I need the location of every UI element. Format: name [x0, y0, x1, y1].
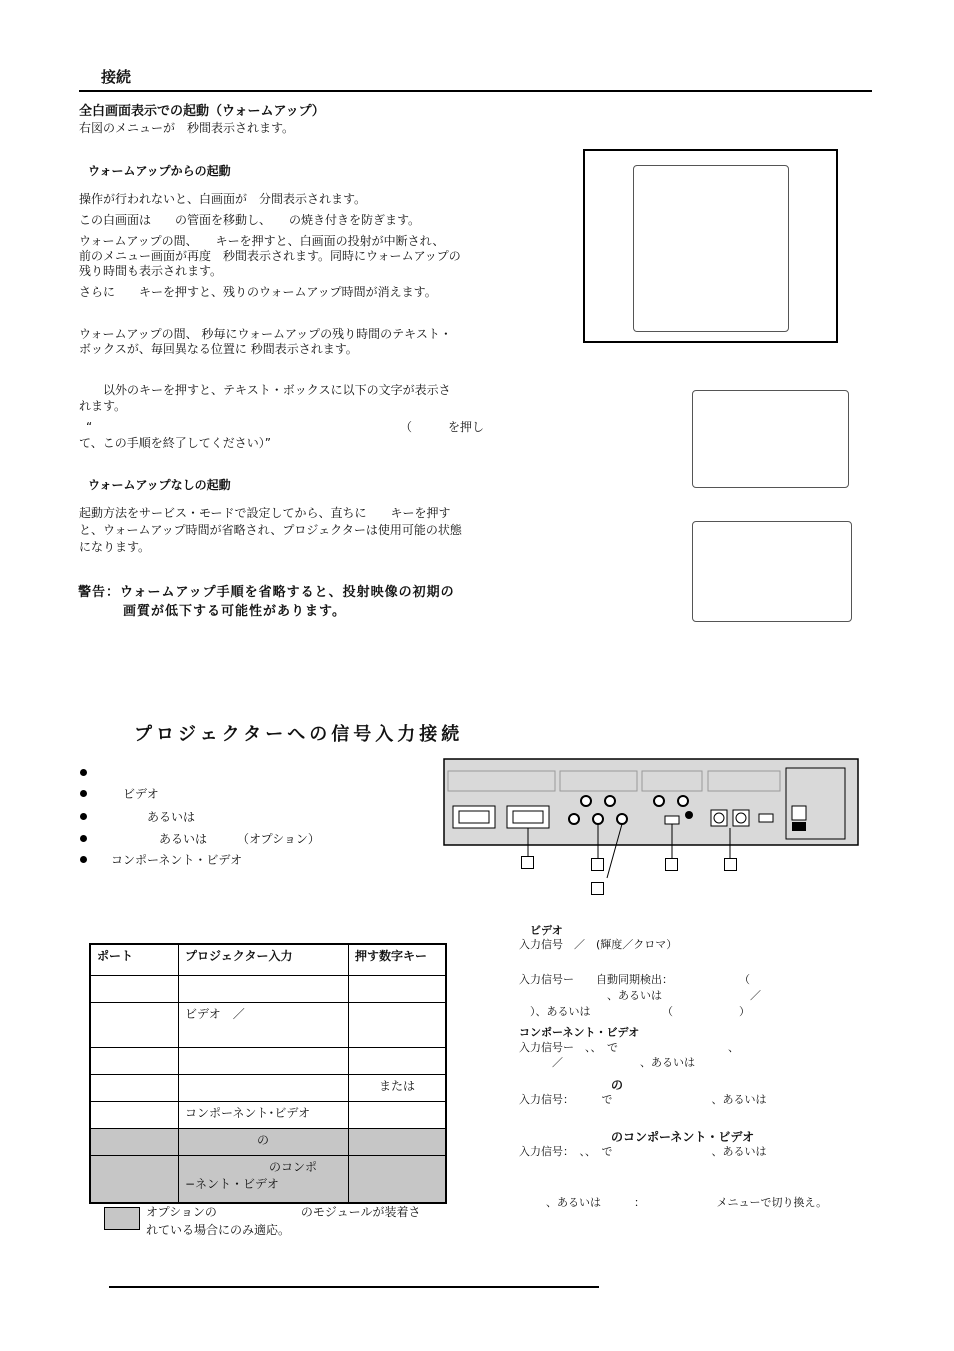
table-cell-key — [349, 1129, 447, 1156]
table-cell-port — [90, 1048, 179, 1075]
table-cell-port — [90, 1129, 179, 1156]
connector-panel-diagram — [443, 758, 859, 903]
table-cell-key — [349, 976, 447, 1003]
footer-rule — [109, 1286, 599, 1288]
rgb-line1: 入力信号ー 自動同期検出： （ — [519, 973, 750, 986]
bullet-dot — [80, 835, 87, 842]
message-textbox-figure — [692, 521, 852, 622]
table-cell-key — [349, 1102, 447, 1129]
option2-line1: 入力信号： 、、 で 、あるいは — [519, 1145, 767, 1158]
option1-line1: 入力信号： で 、あるいは — [519, 1093, 767, 1106]
option1-heading: の — [611, 1078, 624, 1092]
table-row — [90, 1048, 446, 1075]
table-cell-input: コンポーネント･ビデオ — [179, 1102, 349, 1129]
video-line1: 入力信号 ／ (輝度／クロマ） — [519, 938, 678, 951]
table-row — [90, 1102, 446, 1129]
bullet-dot — [80, 813, 87, 820]
legend-line1: オプションの のモジュールが装着さ — [146, 1205, 421, 1219]
warning-line2: 画質が低下する可能性があります。 — [123, 604, 346, 619]
warmup-heading: 全白画面表示での起動（ウォームアップ） — [79, 104, 325, 119]
switch-note: 、あるいは ： メニューで切り換え。 — [546, 1196, 828, 1209]
table-cell-key: または — [349, 1075, 447, 1102]
bullet-item-2: ビデオ — [111, 787, 159, 801]
bullet-item-4: あるいは （オプション） — [111, 832, 320, 846]
table-cell-port — [90, 1156, 179, 1204]
warmup-p6-line2: れます。 — [79, 399, 127, 413]
table-row — [90, 1075, 446, 1102]
section-title: 接続 — [101, 68, 132, 86]
warmup-p7-line2: と、ウォームアップ時間が省略され、プロジェクターは使用可能の状態 — [79, 523, 462, 537]
table-cell-input — [179, 1048, 349, 1075]
warmup-p6-quote-open: “ — [86, 420, 93, 434]
table-row — [90, 1156, 446, 1204]
table-cell-port — [90, 1102, 179, 1129]
warmup-p6-line4: て、この手順を終了してください）” — [79, 436, 271, 450]
table-cell-key — [349, 1048, 447, 1075]
component-heading: コンポーネント・ビデオ — [519, 1026, 640, 1039]
rgb-line3: ）、あるいは （ ） — [519, 1005, 750, 1018]
bullet-dot — [80, 790, 87, 797]
legend-gray-swatch — [104, 1207, 140, 1230]
warmup-p3-line2: 前のメニュー画面が再度 秒間表示されます。同時にウォームアップの — [79, 249, 461, 263]
video-heading: ビデオ — [530, 924, 563, 937]
warmup-none-heading: ウォームアップなしの起動 — [88, 478, 231, 492]
warmup-p2: この白画面は の管面を移動し、 の焼き付きを防ぎます。 — [79, 213, 421, 227]
warmup-p5-line2: ボックスが、毎回異なる位置に 秒間表示されます。 — [79, 342, 358, 356]
table-cell-input: ビデオ ／ — [179, 1003, 349, 1048]
table-header-input: プロジェクター入力 — [179, 944, 349, 976]
callout-box-5 — [591, 882, 604, 895]
header-rule — [79, 90, 872, 92]
table-cell-input — [179, 1075, 349, 1102]
warmup-p1: 操作が行われないと、白画面が 分間表示されます。 — [79, 192, 367, 206]
ports-table — [89, 943, 447, 1204]
warmup-textbox-figure — [692, 390, 849, 488]
warmup-p7-line3: になります。 — [79, 540, 151, 554]
callout-box-3 — [665, 858, 678, 871]
table-cell-port — [90, 1003, 179, 1048]
warmup-p3-line1: ウォームアップの間、 キーを押すと、白画面の投射が中断され、 — [79, 234, 445, 248]
warmup-from-heading: ウォームアップからの起動 — [88, 164, 231, 178]
table-header-key: 押す数字キー — [349, 944, 447, 976]
warning-line1: 警告：ウォームアップ手順を省略すると、投射映像の初期の — [78, 585, 455, 600]
legend-line2: れている場合にのみ適応。 — [146, 1223, 291, 1237]
bullet-item-5: コンポーネント・ビデオ — [111, 853, 243, 867]
bullet-item-3: あるいは — [111, 810, 196, 824]
menu-screen-frame — [583, 149, 838, 343]
warmup-p3-line3: 残り時間も表示されます。 — [79, 264, 223, 278]
callout-box-4 — [724, 858, 737, 871]
table-cell-key — [349, 1003, 447, 1048]
menu-screen-inner — [633, 165, 789, 332]
warmup-p5-line1: ウォームアップの間、 秒毎にウォームアップの残り時間のテキスト・ — [79, 327, 452, 341]
table-cell-input — [179, 976, 349, 1003]
warmup-p4: さらに キーを押すと、残りのウォームアップ時間が消えます。 — [79, 285, 437, 299]
component-line1: 入力信号ー 、、 で 、 — [519, 1041, 739, 1054]
table-row — [90, 976, 446, 1003]
signal-heading: プロジェクターへの信号入力接続 — [134, 724, 464, 745]
table-row — [90, 1003, 446, 1048]
table-cell-port — [90, 1075, 179, 1102]
bullet-dot — [80, 856, 87, 863]
callout-box-2 — [591, 858, 604, 871]
table-header-port: ポート — [90, 944, 179, 976]
component-line2: ／ 、あるいは — [519, 1056, 695, 1069]
option2-heading: のコンポーネント・ビデオ — [611, 1130, 755, 1144]
bullet-dot — [80, 769, 87, 776]
rgb-line2: 、あるいは ／ — [519, 989, 761, 1002]
warmup-intro: 右図のメニューが 秒間表示されます。 — [79, 121, 295, 135]
table-cell-input: のコンポ −ネント・ビデオ — [179, 1156, 349, 1204]
table-cell-input: の — [179, 1129, 349, 1156]
warmup-p6-line3: （ を押し — [400, 420, 485, 434]
table-cell-key — [349, 1156, 447, 1204]
warmup-p7-line1: 起動方法をサービス・モードで設定してから、直ちに キーを押す — [79, 506, 451, 520]
table-cell-port — [90, 976, 179, 1003]
callout-box-1 — [521, 856, 534, 869]
table-row — [90, 1129, 446, 1156]
warmup-p6-line1: 以外のキーを押すと、テキスト・ボックスに以下の文字が表示さ — [79, 383, 451, 397]
